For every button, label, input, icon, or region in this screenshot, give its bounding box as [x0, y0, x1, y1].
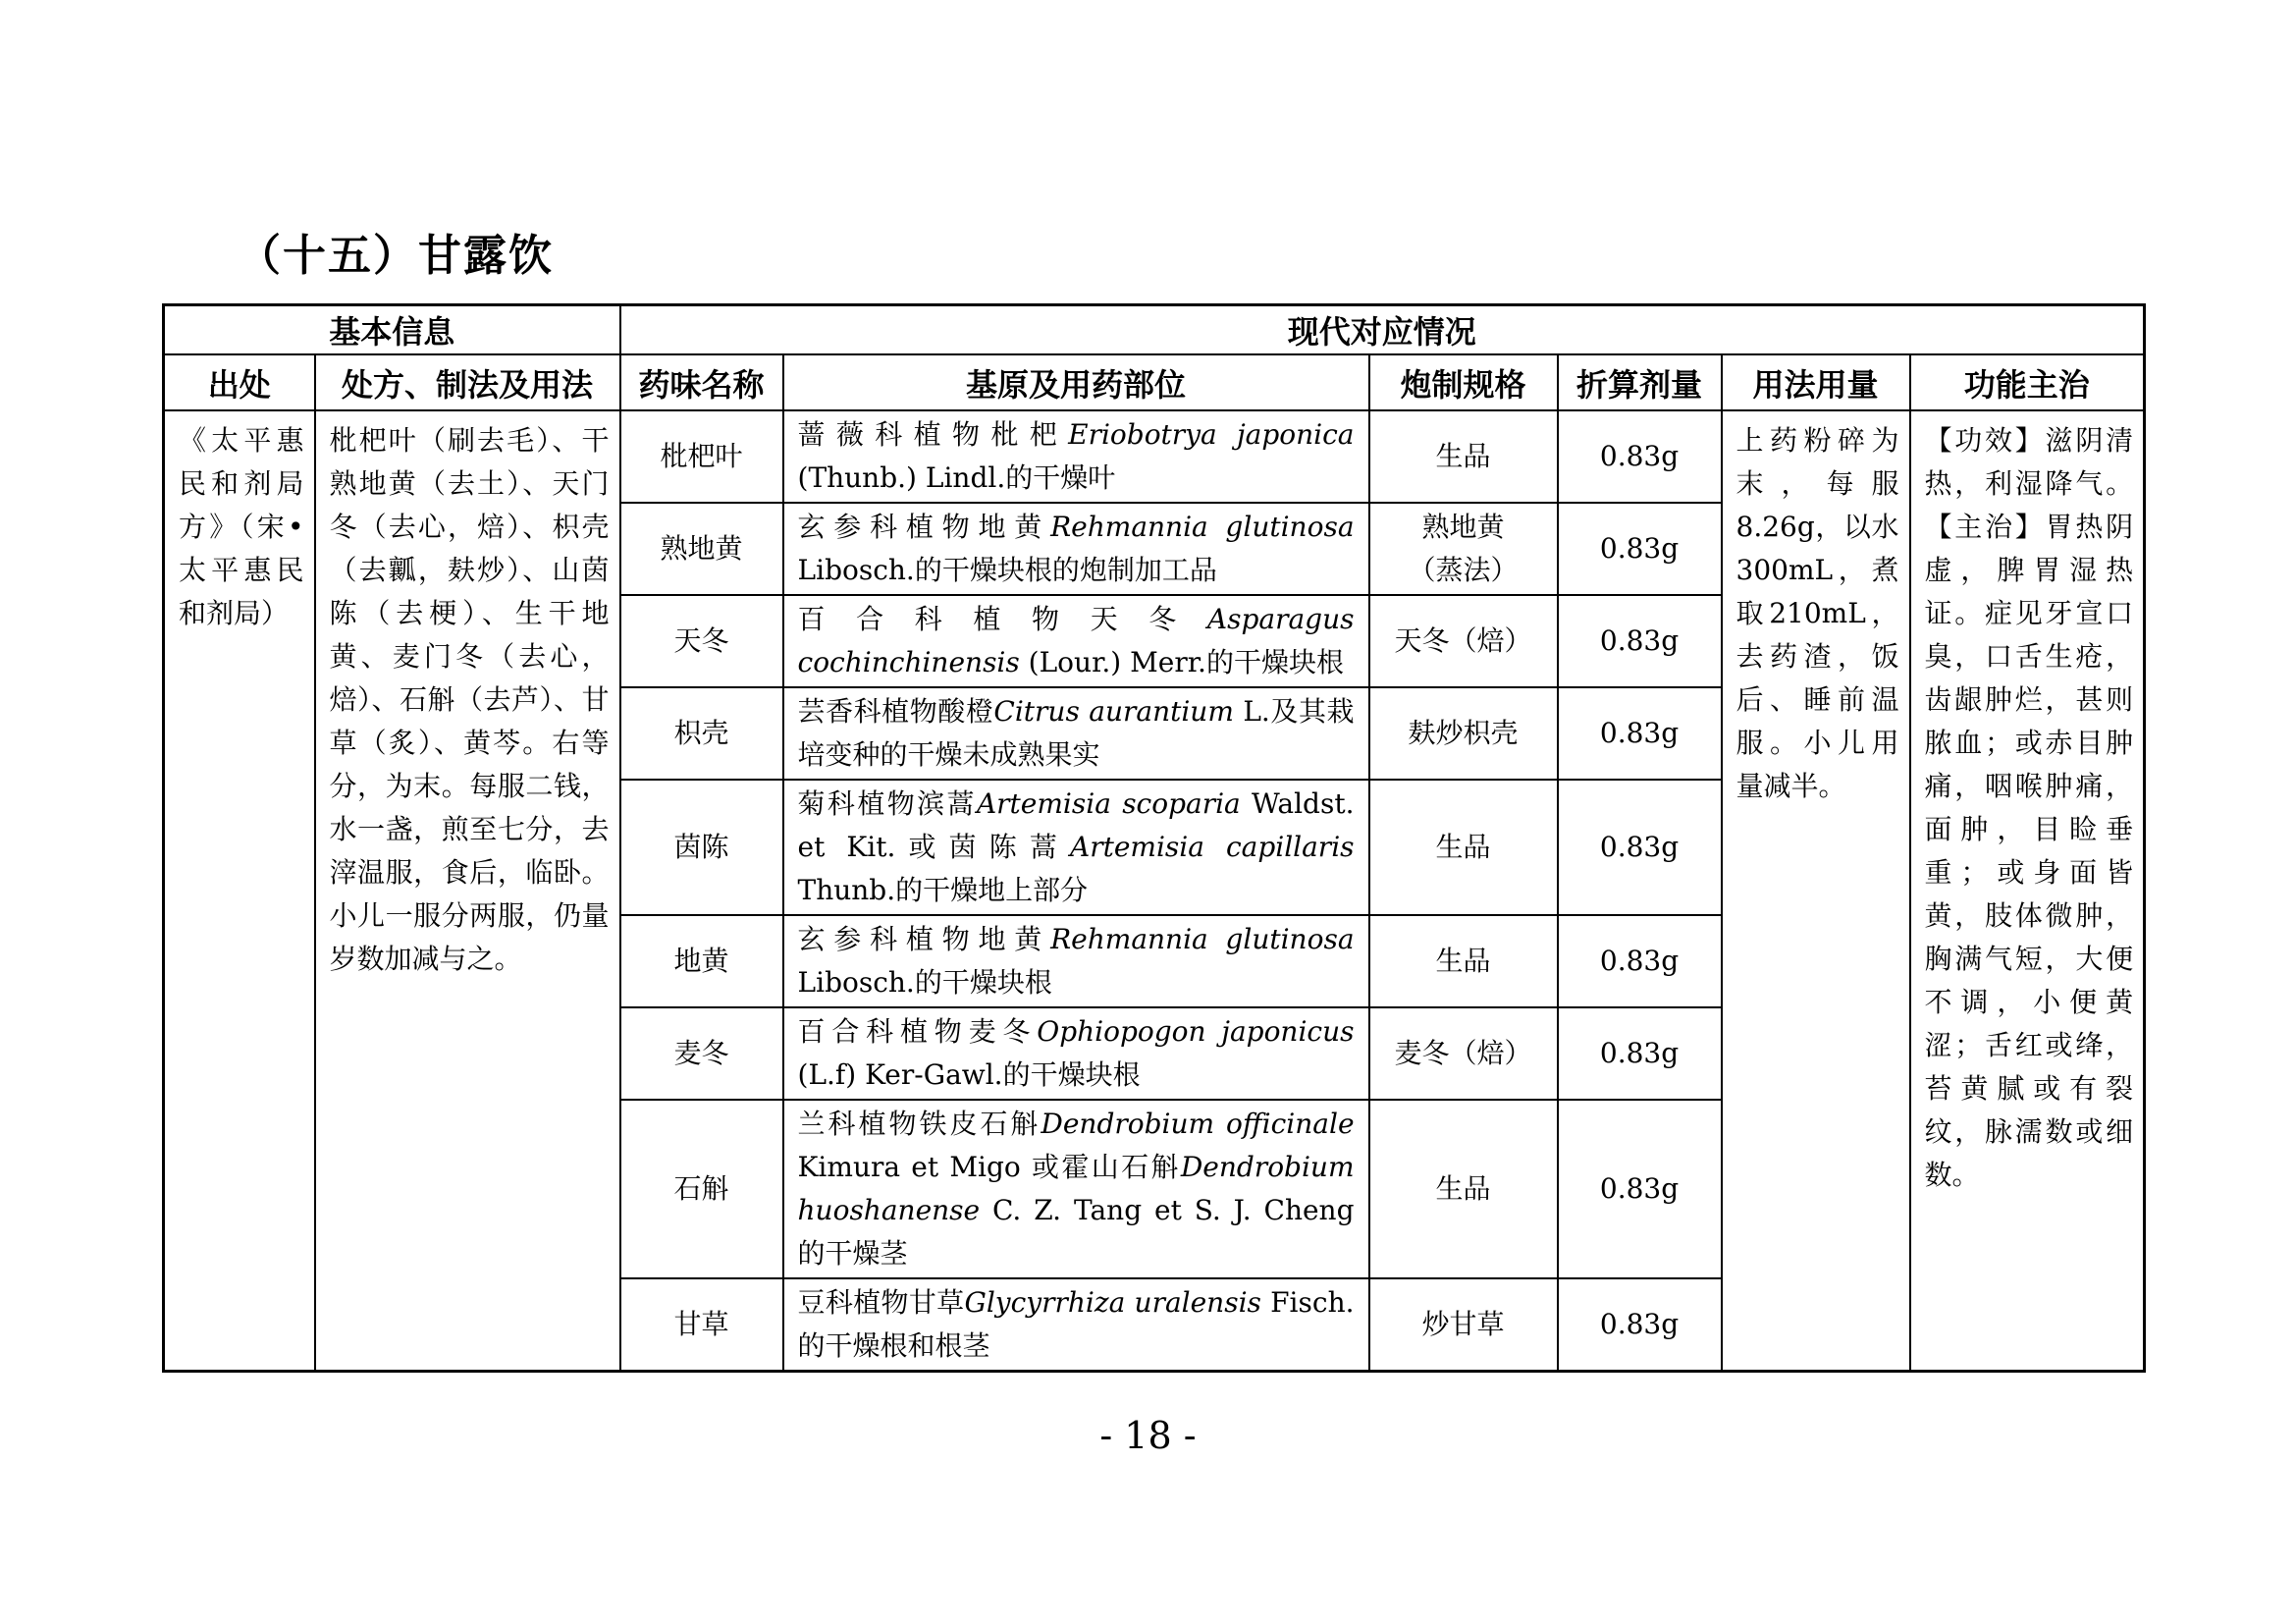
- herb-name-cell: 石斛: [620, 1100, 783, 1278]
- column-header-base-origin: 基原及用药部位: [783, 354, 1369, 410]
- herb-name-cell: 天冬: [620, 595, 783, 687]
- latin-name: Rehmannia glutinosa: [1050, 923, 1355, 955]
- latin-name: Artemisia capillaris: [1069, 831, 1355, 863]
- dosage-cell: 0.83g: [1558, 1278, 1722, 1372]
- processing-cell: 生品: [1369, 1100, 1558, 1278]
- column-header-herb-name: 药味名称: [620, 354, 783, 410]
- latin-name: Ophiopogon japonicus: [1037, 1015, 1355, 1048]
- dosage-cell: 0.83g: [1558, 595, 1722, 687]
- dosage-cell: 0.83g: [1558, 687, 1722, 780]
- dosage-cell: 0.83g: [1558, 503, 1722, 595]
- latin-name: Citrus aurantium: [993, 695, 1234, 728]
- dosage-cell: 0.83g: [1558, 1100, 1722, 1278]
- dosage-cell: 0.83g: [1558, 780, 1722, 915]
- herb-name-cell: 枳壳: [620, 687, 783, 780]
- processing-cell: 生品: [1369, 915, 1558, 1007]
- page-title: （十五）甘露饮: [238, 231, 554, 281]
- processing-cell: 天冬（焙）: [1369, 595, 1558, 687]
- latin-name: Asparagus cochinchinensis: [797, 603, 1355, 678]
- dosage-cell: 0.83g: [1558, 410, 1722, 503]
- latin-name: Artemisia scoparia: [976, 787, 1241, 820]
- latin-name: Dendrobium huoshanense: [797, 1151, 1355, 1226]
- base-origin-cell: 蔷薇科植物枇杷Eriobotrya japonica (Thunb.) Lindl.的干燥叶: [783, 410, 1369, 503]
- processing-cell: 麸炒枳壳: [1369, 687, 1558, 780]
- function-cell: 【功效】滋阴清热，利湿降气。【主治】胃热阴虚，脾胃湿热证。症见牙宣口臭，口舌生疮，齿龈肿烂，甚则脓血；或赤目肿痛，咽喉肿痛，面肿，目睑垂重；或身面皆黄，肢体微肿，胸满气短，大便不调，小便黄涩；舌红或绛，苔黄腻或有裂纹，脉濡数或细数。: [1910, 410, 2145, 1372]
- base-origin-cell: 兰科植物铁皮石斛Dendrobium officinale Kimura et Migo 或霍山石斛Dendrobium huoshanense C. Z. Tang et S. J. Cheng 的干燥茎: [783, 1100, 1369, 1278]
- herb-name-cell: 枇杷叶: [620, 410, 783, 503]
- group-header-modern: 现代对应情况: [620, 305, 2145, 355]
- dosage-cell: 0.83g: [1558, 915, 1722, 1007]
- herb-name-cell: 熟地黄: [620, 503, 783, 595]
- group-header-basic-info: 基本信息: [164, 305, 620, 355]
- column-header-dosage: 折算剂量: [1558, 354, 1722, 410]
- base-origin-cell: 玄参科植物地黄Rehmannia glutinosa Libosch.的干燥块根: [783, 915, 1369, 1007]
- latin-name: Dendrobium officinale: [1041, 1108, 1355, 1140]
- base-origin-cell: 百合科植物麦冬Ophiopogon japonicus (L.f) Ker-Gawl.的干燥块根: [783, 1007, 1369, 1100]
- table-row: [164, 410, 2145, 503]
- source-cell: 《太平惠民和剂局方》（宋•太平惠民和剂局）: [164, 410, 315, 1372]
- base-origin-cell: 豆科植物甘草Glycyrrhiza uralensis Fisch.的干燥根和根茎: [783, 1278, 1369, 1372]
- processing-cell: 生品: [1369, 780, 1558, 915]
- herb-name-cell: 茵陈: [620, 780, 783, 915]
- column-header-processing: 炮制规格: [1369, 354, 1558, 410]
- column-header-recipe: 处方、制法及用法: [315, 354, 620, 410]
- usage-cell: 上药粉碎为末，每服8.26g，以水300mL，煮取210mL，去药渣，饭后、睡前温服。小儿用量减半。: [1722, 410, 1910, 1372]
- base-origin-cell: 芸香科植物酸橙Citrus aurantium L.及其栽培变种的干燥未成熟果实: [783, 687, 1369, 780]
- prescription-table: [162, 303, 2146, 1373]
- dosage-cell: 0.83g: [1558, 1007, 1722, 1100]
- herb-name-cell: 麦冬: [620, 1007, 783, 1100]
- column-header-source: 出处: [164, 354, 315, 410]
- processing-cell: 麦冬（焙）: [1369, 1007, 1558, 1100]
- latin-name: Rehmannia glutinosa: [1050, 511, 1355, 543]
- column-header-usage: 用法用量: [1722, 354, 1910, 410]
- herb-name-cell: 地黄: [620, 915, 783, 1007]
- latin-name: Eriobotrya japonica: [1068, 418, 1355, 451]
- processing-cell: 熟地黄（蒸法）: [1369, 503, 1558, 595]
- base-origin-cell: 菊科植物滨蒿Artemisia scoparia Waldst. et Kit.或茵陈蒿Artemisia capillaris Thunb.的干燥地上部分: [783, 780, 1369, 915]
- base-origin-cell: 百合科植物天冬Asparagus cochinchinensis (Lour.) Merr.的干燥块根: [783, 595, 1369, 687]
- herb-name-cell: 甘草: [620, 1278, 783, 1372]
- latin-name: Glycyrrhiza uralensis: [964, 1286, 1261, 1319]
- processing-cell: 生品: [1369, 410, 1558, 503]
- recipe-cell: 枇杷叶（刷去毛）、干熟地黄（去土）、天门冬（去心，焙）、枳壳（去瓤，麸炒）、山茵陈（去梗）、生干地黄、麦门冬（去心，焙）、石斛（去芦）、甘草（炙）、黄芩。右等分，为末。每服二钱，水一盏，煎至七分，去滓温服，食后，临卧。小儿一服分两服，仍量岁数加减与之。: [315, 410, 620, 1372]
- column-header-function: 功能主治: [1910, 354, 2145, 410]
- page-number: - 18 -: [1099, 1414, 1197, 1457]
- processing-cell: 炒甘草: [1369, 1278, 1558, 1372]
- base-origin-cell: 玄参科植物地黄Rehmannia glutinosa Libosch.的干燥块根的炮制加工品: [783, 503, 1369, 595]
